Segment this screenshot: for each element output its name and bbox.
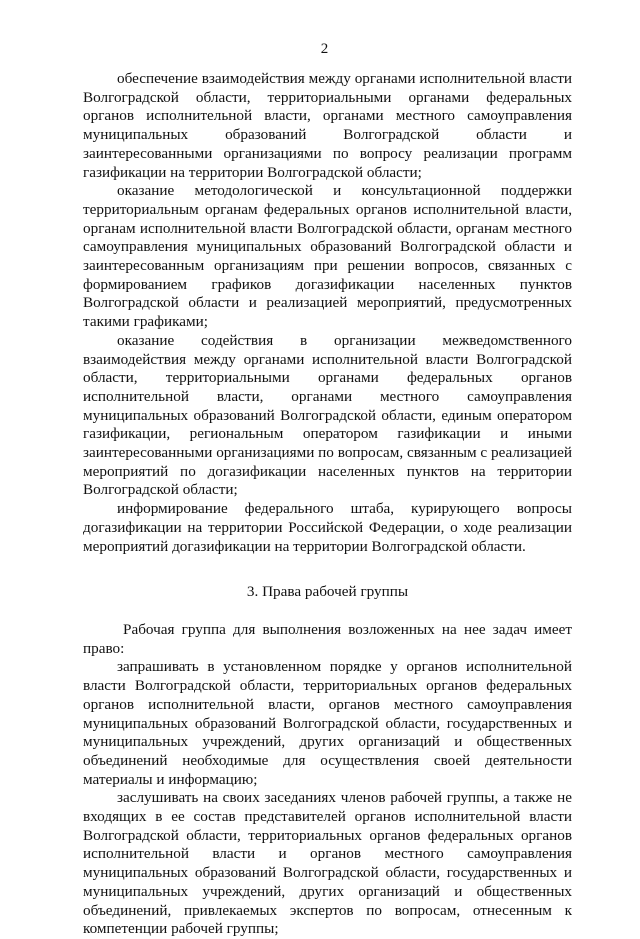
task-paragraph: оказание содействия в организации межведомственного взаимодействия между органами исполнительной власти Волгоградской области, территориальными органами федеральных органов исполнительной власти, органами местного самоуправления муниципальных образований Волгоградской области, единым оператором газификации, региональным оператором газификации и иными заинтересованными организациями по вопросам, связанным с реализацией мероприятий по догазификации населенных пунктов на территории Волгоградской области; <box>83 331 572 499</box>
task-paragraph: информирование федерального штаба, курирующего вопросы догазификации на территории Российской Федерации, о ходе реализации мероприятий догазификации на территории Волгоградской области. <box>83 500 572 555</box>
task-paragraph: оказание методологической и консультационной поддержки территориальным органам федеральных органов исполнительной власти, органам исполнительной власти Волгоградской области, органам местного самоуправления муниципальных образований Волгоградской области и заинтересованным организациям при решении вопросов, связанных с формированием графиков догазификации населенных пунктов Волгоградской области и реализацией мероприятий, предусмотренных такими графиками; <box>83 182 572 331</box>
page-number: 2 <box>320 41 329 57</box>
rights-paragraph: запрашивать в установленном порядке у органов исполнительной власти Волгоградской области, территориальных органов федеральных органов исполнительной власти, органов местного самоуправления муниципальных образований Волгоградской области, государственных и муниципальных учреждений, других организаций и общественных объединений необходимые для осуществления своей деятельности материалы и информацию; <box>83 658 572 788</box>
rights-list <box>83 621 572 939</box>
tasks-list <box>83 70 572 556</box>
section-heading-rights: 3. Права рабочей группы <box>246 583 409 601</box>
rights-paragraph: заслушивать на своих заседаниях членов рабочей группы, а также не входящих в ее состав представителей органов исполнительной власти Волгоградской области, территориальных органов федеральных органов исполнительной власти и органов местного самоуправления муниципальных образований Волгоградской области, государственных и муниципальных учреждений, других организаций и общественных объединений, привлекаемых экспертов по вопросам, отнесенным к компетенции рабочей группы; <box>83 789 572 938</box>
task-paragraph: обеспечение взаимодействия между органами исполнительной власти Волгоградской области, территориальными органами федеральных органов исполнительной власти, органами местного самоуправления муниципальных образований Волгоградской области и заинтересованными организациями по вопросу реализации программ газификации на территории Волгоградской области; <box>83 70 572 181</box>
rights-intro: Рабочая группа для выполнения возложенных на нее задач имеет право: <box>83 620 572 657</box>
